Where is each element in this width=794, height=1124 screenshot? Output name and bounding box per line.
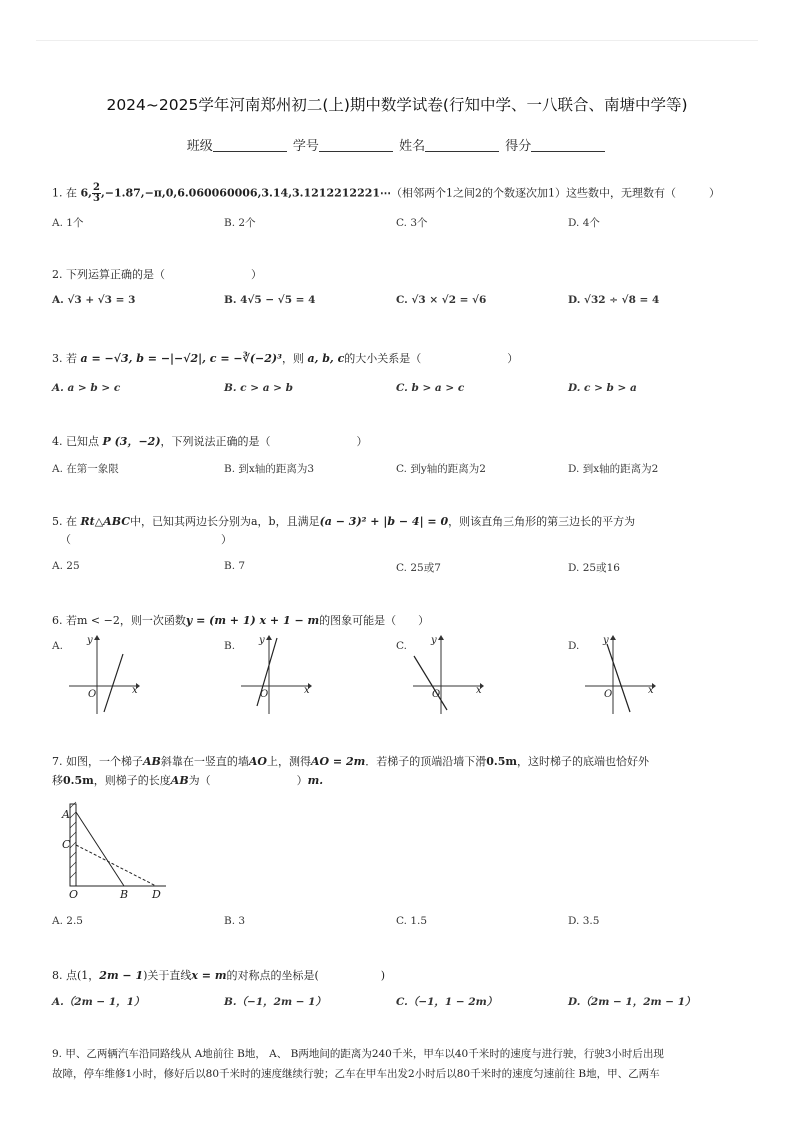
q4-option-c[interactable]: C. 到y轴的距离为2 [396, 463, 486, 475]
fraction-two-thirds: $\frac{2}{3}$ [92, 182, 100, 204]
y-label: y [87, 635, 93, 646]
y-label: y [603, 635, 609, 646]
x-label: x [132, 685, 138, 696]
student-info-row [0, 135, 794, 154]
q2-option-a[interactable]: A. √3 + √3 = 3 [52, 294, 136, 306]
question-2: 2. 下列运算正确的是（ ） [52, 268, 262, 281]
origin-label: O [604, 689, 613, 700]
y-arrow [438, 635, 444, 640]
q2-option-d[interactable]: D. √32 ÷ √8 = 4 [568, 294, 660, 306]
y-label: y [431, 635, 437, 646]
q1-option-d[interactable]: D. 4个 [568, 217, 600, 229]
q4-option-a[interactable]: A. 在第一象限 [52, 463, 119, 475]
q1-option-a[interactable]: A. 1个 [52, 217, 84, 229]
q5-option-a[interactable]: A. 25 [52, 560, 80, 572]
q8-option-b[interactable]: B.（−1，2m − 1） [224, 996, 326, 1008]
q3-option-a[interactable]: A. a > b > c [52, 382, 121, 394]
q8-option-c[interactable]: C.（−1，1 − 2m） [396, 996, 498, 1008]
function-line [104, 654, 123, 712]
point-d-label: D [152, 888, 161, 900]
q5-option-c[interactable]: C. 25或7 [396, 562, 441, 574]
q6-option-a[interactable]: A. [52, 640, 63, 652]
point-b-label: B [120, 888, 129, 900]
q6-graph-c[interactable] [410, 632, 484, 716]
q6-option-d[interactable]: D. [568, 640, 580, 652]
q4-option-d[interactable]: D. 到x轴的距离为2 [568, 463, 659, 475]
q7-option-b[interactable]: B. 3 [224, 915, 246, 927]
question-9: 9. 甲、乙两辆汽车沿同路线从 A地前往 B地， A、 B两地间的距离为240千米，甲车以40千米时的速度与进行驶，行驶3小时后出现 [52, 1048, 664, 1060]
ladder-figure [54, 800, 174, 900]
q8-option-d[interactable]: D.（2m − 1，2m − 1） [568, 996, 696, 1008]
q3-option-b[interactable]: B. c > a > b [224, 382, 293, 394]
y-arrow [94, 635, 100, 640]
q3-option-d[interactable]: D. c > b > a [568, 382, 637, 394]
question-5: 5. 在 Rt△ABC中，已知其两边长分别为a，b，且满足(a − 3)² + |b − 4| = 0，则该直角三角形的第三边长的平方为 [52, 515, 636, 528]
y-arrow [610, 635, 616, 640]
header-divider [36, 40, 758, 41]
origin-label: O [432, 689, 441, 700]
ladder-ab [76, 812, 124, 886]
q6-graph-b[interactable] [238, 632, 312, 716]
question-7-line-2: 移0.5m，则梯子的长度AB为（ ）m. [52, 774, 324, 787]
point-a-label: A [62, 808, 70, 821]
y-label: y [259, 635, 265, 646]
q2-option-b[interactable]: B. 4√5 − √5 = 4 [224, 294, 316, 306]
question-8: 8. 点(1，2m − 1)关于直线x = m的对称点的坐标是( ) [52, 969, 386, 982]
q6-option-b[interactable]: B. [224, 640, 236, 652]
x-label: x [476, 685, 482, 696]
score-field[interactable]: 得分 [505, 135, 607, 154]
point-c-label: C [62, 838, 71, 851]
q2-option-c[interactable]: C. √3 × √2 = √6 [396, 294, 487, 306]
q1-option-b[interactable]: B. 2个 [224, 217, 256, 229]
q5-option-b[interactable]: B. 7 [224, 560, 246, 572]
class-field[interactable]: 班级 [187, 135, 289, 154]
q6-graph-a[interactable] [66, 632, 140, 716]
q5-option-d[interactable]: D. 25或16 [568, 562, 620, 574]
q4-option-b[interactable]: B. 到x轴的距离为3 [224, 463, 314, 475]
ladder-cd [76, 845, 156, 886]
question-3: 3. 若 a = −√3, b = −|−√2|, c = −∛(−2)³，则 a, b, c的大小关系是（ ） [52, 352, 519, 365]
question-5-answer-blank: （ ） [60, 533, 232, 546]
point-o-label: O [69, 888, 79, 900]
q7-option-d[interactable]: D. 3.5 [568, 915, 600, 927]
q6-graph-d[interactable] [582, 632, 656, 716]
question-4: 4. 已知点 P (3，−2)，下列说法正确的是（ ） [52, 435, 368, 448]
page-title: 2024~2025学年河南郑州初二(上)期中数学试卷(行知中学、一八联合、南塘中学等) [106, 96, 688, 114]
q6-option-c[interactable]: C. [396, 640, 407, 652]
q1-option-c[interactable]: C. 3个 [396, 217, 428, 229]
question-9-line-2: 故障，停车维修1小时，修好后以80千米时的速度继续行驶；乙车在甲车出发2小时后以80千米时的速度匀速前往 B地，甲、乙两车 [52, 1068, 660, 1080]
q8-option-a[interactable]: A.（2m − 1，1） [52, 996, 145, 1008]
y-arrow [266, 635, 272, 640]
q7-option-c[interactable]: C. 1.5 [396, 915, 428, 927]
student-id-field[interactable]: 学号 [293, 135, 395, 154]
q7-option-a[interactable]: A. 2.5 [52, 915, 83, 927]
origin-label: O [260, 689, 269, 700]
function-line [607, 644, 630, 712]
question-6: 6. 若m < −2，则一次函数y = (m + 1) x + 1 − m的图象可能是（ ） [52, 614, 430, 627]
question-7: 7. 如图，一个梯子AB斜靠在一竖直的墙AO上，测得AO = 2m．若梯子的顶端沿墙下滑0.5m，这时梯子的底端也恰好外 [52, 755, 650, 768]
q3-option-c[interactable]: C. b > a > c [396, 382, 465, 394]
origin-label: O [88, 689, 97, 700]
function-line [414, 656, 447, 710]
x-label: x [304, 685, 310, 696]
name-field[interactable]: 姓名 [399, 135, 501, 154]
question-1: 1. 在 6, $\frac{2}{3}$ ,−1.87,−π,0,6.060060006,3.14,3.1212212221⋯（相邻两个1之间2的个数逐次加1）这些数中，无理数有（ ） [52, 182, 721, 204]
x-label: x [648, 685, 654, 696]
